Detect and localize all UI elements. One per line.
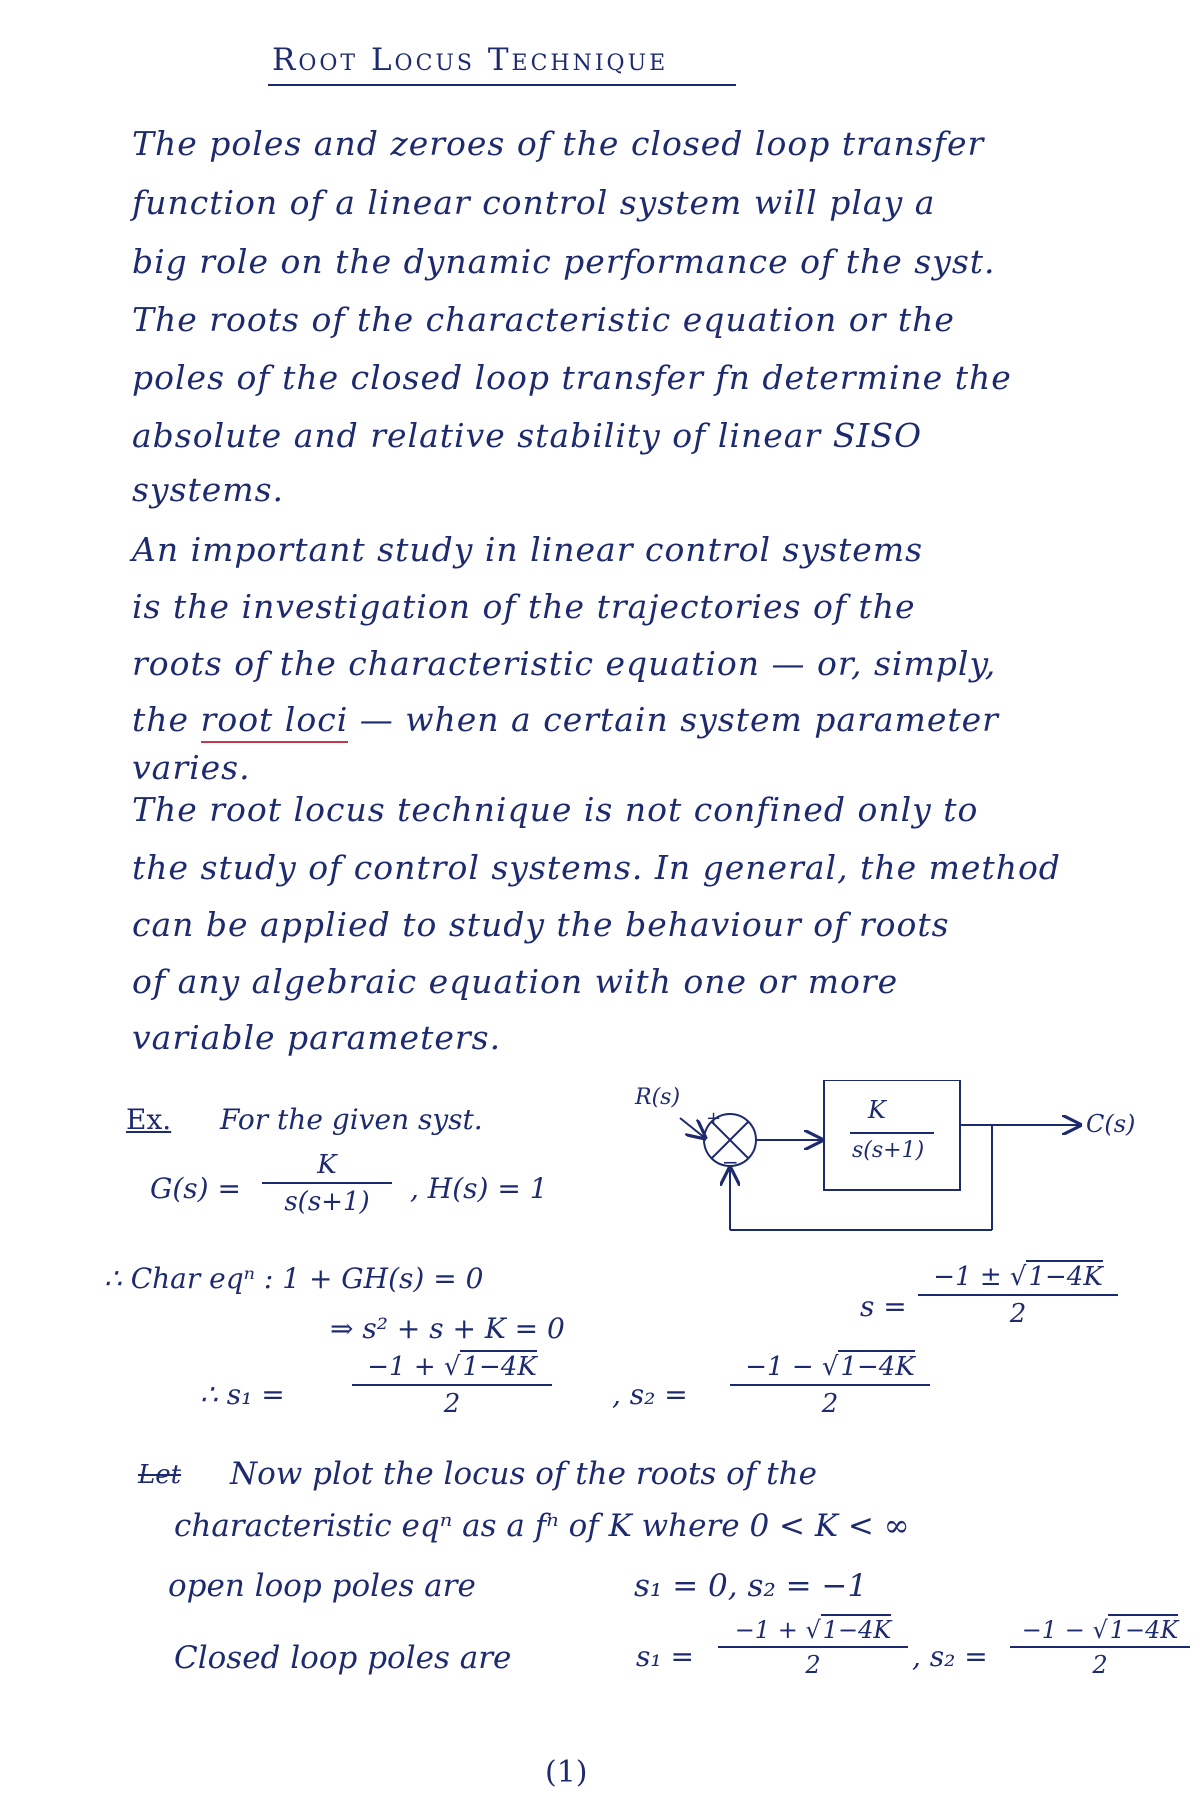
minus-sign: − — [722, 1150, 739, 1174]
g-fraction — [262, 1150, 392, 1217]
paragraph-2-line-4 — [132, 700, 999, 739]
open-loop-label: open loop poles are — [168, 1568, 476, 1604]
example-label: Ex. — [126, 1103, 172, 1136]
s1-num-pre: −1 + — [367, 1352, 436, 1382]
cl-s2-num-pre: −1 − — [1021, 1616, 1085, 1644]
s2-lhs: , s₂ = — [612, 1378, 688, 1411]
cl-s1-fraction: $\frac{-1 + √1-4K}{2}$ — [718, 1616, 908, 1679]
h-expression: , H(s) = 1 — [410, 1172, 548, 1205]
char-equation: ∴ Char eqⁿ : 1 + GH(s) = 0 — [104, 1262, 484, 1295]
paragraph-2-line-4-end: — when a certain system parameter — [359, 700, 999, 739]
paragraph-1-line-4: The roots of the characteristic equation or the — [132, 300, 955, 339]
g-denominator: s(s+1) — [284, 1187, 370, 1217]
s1-fraction: $\frac{-1 + √1-4K}{2}$ — [352, 1352, 552, 1419]
s1-radicand: 1−4K — [462, 1352, 537, 1382]
s-general-radicand: 1−4K — [1028, 1262, 1103, 1292]
g-numerator: K — [262, 1150, 392, 1184]
paragraph-1-line-1: The poles and zeroes of the closed loop transfer — [132, 124, 985, 163]
input-label: R(s) — [635, 1085, 681, 1110]
paragraph-3-line-3: can be applied to study the behaviour of roots — [132, 905, 950, 944]
closed-loop-label: Closed loop poles are — [174, 1640, 512, 1676]
s-general-lhs: s = — [860, 1290, 907, 1323]
paragraph-1-line-6: absolute and relative stability of linear SISO — [132, 416, 922, 455]
cl-s2-fraction: $\frac{-1 - √1-4K}{2}$ — [1010, 1616, 1190, 1679]
page-number: (1) — [545, 1755, 588, 1790]
paragraph-3-line-1: The root locus technique is not confined only to — [132, 790, 979, 829]
s-general-denominator: 2 — [1009, 1299, 1027, 1329]
paragraph-2-line-4-start: the — [132, 700, 190, 739]
cl-s1-radicand: 1−4K — [822, 1616, 892, 1644]
paragraph-1-line-5: poles of the closed loop transfer fn determine the — [132, 358, 1012, 397]
cl-s2-denominator: 2 — [1092, 1651, 1108, 1679]
s2-num-pre: −1 − — [745, 1352, 814, 1382]
s1-denominator: 2 — [443, 1389, 461, 1419]
paragraph-1-line-3: big role on the dynamic performance of the syst. — [132, 242, 996, 281]
struck-word: Let — [138, 1460, 182, 1490]
closing-line-2: characteristic eqⁿ as a fⁿ of K where 0 < K < ∞ — [174, 1508, 910, 1544]
output-label: C(s) — [1086, 1110, 1136, 1138]
cl-s1-lhs: s₁ = — [636, 1640, 694, 1673]
s-general-num-pre: −1 ± — [933, 1262, 1002, 1292]
example-intro: For the given syst. — [220, 1103, 483, 1136]
paragraph-3-line-5: variable parameters. — [132, 1018, 502, 1057]
block-denominator: s(s+1) — [852, 1138, 925, 1163]
paragraph-1-line-2: function of a linear control system will play a — [132, 183, 936, 222]
title-underline — [268, 82, 738, 88]
s2-denominator: 2 — [821, 1389, 839, 1419]
closing-line-1: Now plot the locus of the roots of the — [230, 1456, 817, 1492]
s2-radicand: 1−4K — [840, 1352, 915, 1382]
page-title: Root Locus Technique — [272, 42, 669, 78]
cl-s1-num-pre: −1 + — [734, 1616, 798, 1644]
paragraph-2-line-1: An important study in linear control systems — [132, 530, 924, 569]
cl-s2-lhs: , s₂ = — [912, 1640, 988, 1673]
open-loop-values: s₁ = 0, s₂ = −1 — [634, 1568, 868, 1604]
s2-fraction: $\frac{-1 - √1-4K}{2}$ — [730, 1352, 930, 1419]
paragraph-2-line-2: is the investigation of the trajectories of the — [132, 587, 916, 626]
block-numerator: K — [868, 1096, 886, 1124]
root-loci-highlight: root loci — [201, 700, 349, 743]
paragraph-2-line-5: varies. — [132, 748, 251, 787]
expanded-equation: ⇒ s² + s + K = 0 — [330, 1312, 565, 1345]
cl-s2-radicand: 1−4K — [1109, 1616, 1179, 1644]
plus-sign: + — [706, 1108, 722, 1129]
paragraph-3-line-4: of any algebraic equation with one or more — [132, 962, 899, 1001]
paragraph-3-line-2: the study of control systems. In general, the method — [132, 848, 1061, 887]
g-lhs: G(s) = — [150, 1172, 241, 1205]
paragraph-1-line-7: systems. — [132, 470, 285, 509]
s1-lhs: ∴ s₁ = — [200, 1378, 285, 1411]
s-general-fraction: $\frac{-1 \pm √1-4K}{2}$ — [918, 1262, 1118, 1329]
cl-s1-denominator: 2 — [805, 1651, 821, 1679]
paragraph-2-line-3: roots of the characteristic equation — or, simply, — [132, 644, 997, 683]
